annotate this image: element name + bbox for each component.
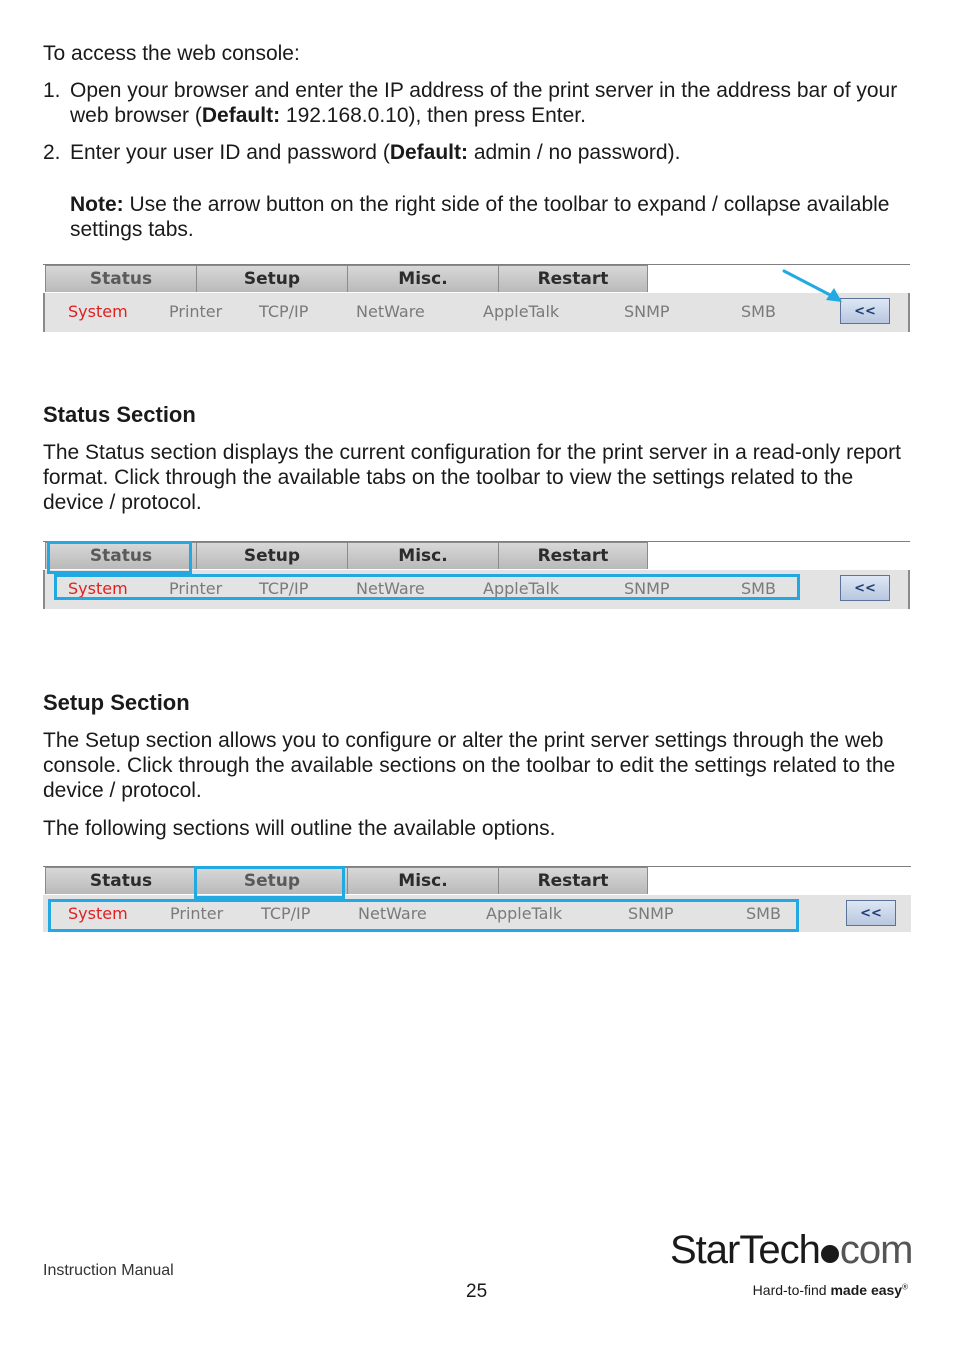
step-1-default-label: Default: [201, 104, 281, 127]
startech-logo [670, 1228, 913, 1308]
tab-setup[interactable]: Setup [196, 542, 348, 569]
subtab-system[interactable]: System [68, 904, 128, 923]
collapse-button[interactable]: << [846, 900, 896, 926]
subrow-left-border [43, 293, 45, 332]
status-section-body: The Status section displays the current configuration for the print server in a read-only report format. Click through the available tabs on the toolbar to view the settings related to the device / protocol. [43, 441, 901, 514]
tagline-registered-mark: ® [902, 1282, 908, 1292]
tab-restart[interactable]: Restart [498, 542, 648, 569]
setup-tab-highlight [194, 866, 345, 899]
tab-misc[interactable]: Misc. [347, 542, 499, 569]
subtab-netware[interactable]: NetWare [356, 302, 425, 321]
subtab-appletalk[interactable]: AppleTalk [483, 302, 560, 321]
subrow-right-border [908, 570, 910, 609]
subtab-printer[interactable]: Printer [170, 904, 224, 923]
toolbar-screenshot-3 [43, 866, 911, 936]
subtab-netware[interactable]: NetWare [358, 904, 427, 923]
subtab-system[interactable]: System [68, 579, 128, 598]
status-tab-highlight [47, 541, 192, 574]
step-1-pre: Open your browser and enter the IP address of the print server in the address bar of your web browser ( [70, 79, 898, 127]
tab-misc[interactable]: Misc. [347, 265, 499, 292]
footer-manual-label: Instruction Manual [43, 1262, 174, 1279]
subtab-smb[interactable]: SMB [746, 904, 781, 923]
status-section-heading: Status Section [43, 402, 196, 427]
tab-setup[interactable]: Setup [196, 265, 348, 292]
tagline-regular: Hard-to-find [752, 1282, 831, 1298]
tab-status[interactable]: Status [45, 542, 197, 569]
logo-brand: StarTech [670, 1228, 820, 1272]
subtab-netware[interactable]: NetWare [356, 579, 425, 598]
subtab-printer[interactable]: Printer [169, 302, 223, 321]
subtab-tcpip[interactable]: TCP/IP [261, 904, 311, 923]
step-2-post: admin / no password). [467, 141, 681, 164]
setup-section-body-2: The following sections will outline the available options. [43, 817, 556, 840]
step-2-pre: Enter your user ID and password ( [70, 141, 390, 164]
collapse-button[interactable]: << [840, 298, 890, 324]
subtab-printer[interactable]: Printer [169, 579, 223, 598]
subtab-tcpip[interactable]: TCP/IP [259, 302, 309, 321]
subrow-right-border [908, 293, 910, 332]
setup-section-body: The Setup section allows you to configure or alter the print server settings through the web console. Click through the available sections on the toolbar to edit the settings related to the device / protocol. [43, 729, 896, 802]
toolbar-screenshot-2 [43, 541, 910, 611]
subtab-appletalk[interactable]: AppleTalk [486, 904, 563, 923]
tab-restart[interactable]: Restart [498, 867, 648, 894]
step-2-default-label: Default: [389, 141, 468, 164]
intro-text: To access the web console: [43, 42, 300, 65]
subtab-snmp[interactable]: SNMP [624, 579, 670, 598]
note-body: Use the arrow button on the right side of the toolbar to expand / collapse available settings tabs. [70, 193, 890, 241]
logo-dot-icon [821, 1245, 839, 1263]
subtab-appletalk[interactable]: AppleTalk [483, 579, 560, 598]
setup-section-heading: Setup Section [43, 690, 190, 715]
tagline-bold: made easy [830, 1282, 903, 1298]
step-1-text [70, 78, 920, 128]
page-number: 25 [466, 1281, 488, 1302]
main-tab-row [43, 867, 911, 895]
subtab-highlight [54, 574, 800, 600]
tab-status[interactable]: Status [45, 265, 197, 292]
step-1-post: 192.168.0.10), then press Enter. [280, 104, 586, 127]
subtab-highlight [48, 899, 799, 932]
logo-tagline [753, 1282, 908, 1298]
subtab-tcpip[interactable]: TCP/IP [259, 579, 309, 598]
subrow-left-border [43, 570, 45, 609]
subtab-smb[interactable]: SMB [741, 579, 776, 598]
logo-suffix: com [839, 1228, 913, 1272]
tab-status[interactable]: Status [45, 867, 197, 894]
collapse-button[interactable]: << [840, 575, 890, 601]
subtab-snmp[interactable]: SNMP [628, 904, 674, 923]
subtab-smb[interactable]: SMB [741, 302, 776, 321]
toolbar-screenshot-1 [43, 264, 910, 334]
step-2-number: 2. [43, 141, 61, 164]
tab-restart[interactable]: Restart [498, 265, 648, 292]
step-1-number: 1. [43, 79, 61, 102]
subtab-snmp[interactable]: SNMP [624, 302, 670, 321]
step-2-text [70, 140, 920, 165]
tab-setup[interactable]: Setup [196, 867, 348, 894]
pointer-arrow-icon [778, 266, 848, 306]
subtab-system[interactable]: System [68, 302, 128, 321]
note-text [70, 192, 890, 242]
note-label: Note: [70, 193, 124, 216]
tab-misc[interactable]: Misc. [347, 867, 499, 894]
